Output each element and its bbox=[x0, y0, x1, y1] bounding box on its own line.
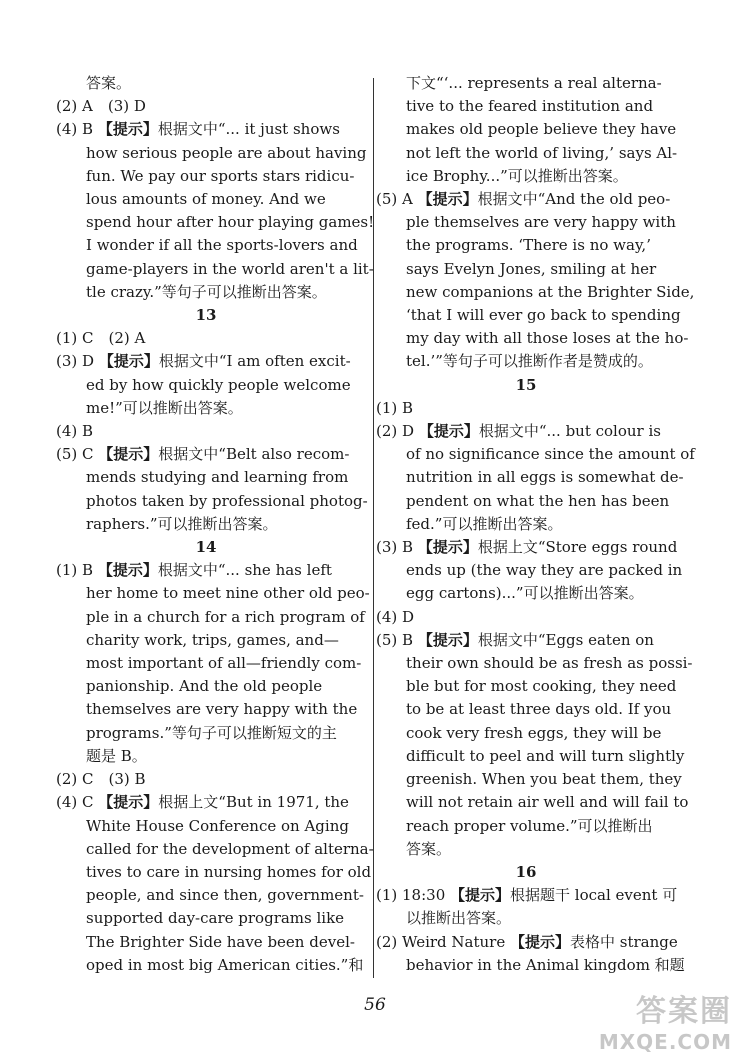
answer-line: (2) C (3) B bbox=[56, 770, 146, 789]
answer-line: nutrition in all eggs is somewhat de- bbox=[406, 468, 684, 487]
hint-marker: 【提示】 bbox=[98, 352, 159, 371]
answer-line: greenish. When you beat them, they bbox=[406, 770, 682, 789]
answer-line: I wonder if all the sports-lovers and bbox=[86, 236, 358, 255]
answer-line: says Evelyn Jones, smiling at her bbox=[406, 259, 657, 278]
answer-line: not left the world of living,’ says Al- bbox=[406, 143, 678, 162]
answer-line: charity work, trips, games, and— bbox=[86, 630, 339, 649]
answer-line: fun. We pay our sports stars ridicu- bbox=[86, 166, 355, 185]
answer-line: 答案。 bbox=[86, 74, 132, 92]
answer-line: (1) B bbox=[376, 398, 414, 417]
answer-line: me!”可以推断出答案。 bbox=[86, 398, 243, 417]
answer-line: (2) Weird Nature 【提示】表格中 strange bbox=[376, 932, 678, 951]
hint-marker: 【提示】 bbox=[98, 445, 159, 464]
answer-line: spend hour after hour playing games! bbox=[86, 213, 375, 232]
answer-line: will not retain air well and will fail to bbox=[406, 793, 689, 812]
answer-line: ed by how quickly people welcome bbox=[86, 375, 351, 394]
answer-line: called for the development of alterna- bbox=[86, 839, 374, 858]
section-number: 14 bbox=[195, 538, 217, 557]
answer-line: fed.”可以推断出答案。 bbox=[406, 514, 563, 533]
watermark-logo bbox=[599, 986, 732, 1054]
hint-marker: 【提示】 bbox=[418, 422, 479, 441]
answer-line: lous amounts of money. And we bbox=[86, 190, 326, 209]
watermark-bottom: MXQE.COM bbox=[598, 1030, 732, 1054]
hint-marker: 【提示】 bbox=[417, 190, 478, 209]
answer-line: new companions at the Brighter Side, bbox=[406, 282, 695, 301]
right-column bbox=[376, 72, 695, 977]
answer-line: photos taken by professional photog- bbox=[86, 491, 368, 510]
answer-line: (4) C 【提示】根据上文“But in 1971, the bbox=[56, 793, 349, 812]
answer-line: (5) A 【提示】根据文中“And the old peo- bbox=[376, 190, 671, 209]
answer-line: pendent on what the hen has been bbox=[406, 491, 670, 510]
answer-line: (1) C (2) A bbox=[56, 329, 146, 348]
answer-line: 下文“‘... represents a real alterna- bbox=[406, 74, 662, 92]
hint-marker: 【提示】 bbox=[417, 538, 478, 557]
answer-line: my day with all those loses at the ho- bbox=[406, 329, 689, 348]
answer-line: (1) B 【提示】根据文中“... she has left bbox=[56, 561, 332, 580]
answer-line: programs.”等句子可以推断短文的主 bbox=[86, 723, 337, 742]
answer-line: (2) A (3) D bbox=[56, 97, 146, 116]
answer-line: panionship. And the old people bbox=[86, 677, 323, 696]
page-number: 56 bbox=[364, 995, 386, 1015]
answer-line: (3) B 【提示】根据上文“Store eggs round bbox=[376, 538, 678, 557]
answer-line: tive to the feared institution and bbox=[406, 97, 654, 116]
answer-line: The Brighter Side have been devel- bbox=[86, 932, 355, 951]
answer-line: (5) B 【提示】根据文中“Eggs eaten on bbox=[376, 630, 654, 649]
answer-line: cook very fresh eggs, they will be bbox=[406, 723, 662, 742]
answer-line: (4) B 【提示】根据文中“... it just shows bbox=[56, 120, 340, 139]
answer-line: ice Brophy...”可以推断出答案。 bbox=[406, 166, 628, 185]
watermark-top: 答案圈 bbox=[636, 994, 732, 1029]
left-column bbox=[56, 72, 375, 977]
answer-line: difficult to peel and will turn slightly bbox=[406, 746, 685, 765]
hint-marker: 【提示】 bbox=[510, 932, 571, 951]
answer-line: tle crazy.”等句子可以推断出答案。 bbox=[86, 282, 327, 301]
answer-line: supported day-care programs like bbox=[86, 909, 345, 928]
answer-line: (2) D 【提示】根据文中“... but colour is bbox=[376, 422, 661, 441]
answer-line: ble but for most cooking, they need bbox=[406, 677, 677, 696]
answer-line: 题是 B。 bbox=[86, 746, 147, 765]
answer-line: ple themselves are very happy with bbox=[406, 213, 676, 232]
answer-line: game-players in the world aren't a lit- bbox=[86, 259, 374, 278]
hint-marker: 【提示】 bbox=[98, 793, 159, 812]
section-number: 16 bbox=[515, 862, 537, 881]
answer-line: her home to meet nine other old peo- bbox=[86, 584, 370, 603]
answer-line: raphers.”可以推断出答案。 bbox=[86, 514, 278, 533]
answer-line: (3) D 【提示】根据文中“I am often excit- bbox=[56, 352, 351, 371]
answer-line: to be at least three days old. If you bbox=[406, 700, 672, 719]
answer-line: tel.’”等句子可以推断作者是赞成的。 bbox=[406, 352, 653, 371]
answer-line: most important of all—friendly com- bbox=[86, 654, 362, 673]
answer-line: people, and since then, government- bbox=[86, 886, 364, 905]
answer-line: makes old people believe they have bbox=[406, 120, 677, 139]
answer-line: (4) D bbox=[376, 607, 415, 626]
answer-line: 以推断出答案。 bbox=[406, 909, 512, 928]
answer-line: 答案。 bbox=[406, 839, 452, 858]
answer-line: White House Conference on Aging bbox=[86, 816, 349, 835]
answer-line: the programs. ‘There is no way,’ bbox=[406, 236, 651, 255]
answer-line: mends studying and learning from bbox=[86, 468, 349, 487]
answer-line: ends up (the way they are packed in bbox=[406, 561, 683, 580]
hint-marker: 【提示】 bbox=[450, 886, 511, 905]
answer-line: (1) 18:30 【提示】根据题干 local event 可 bbox=[376, 886, 678, 905]
answer-line: tives to care in nursing homes for old bbox=[86, 862, 372, 881]
hint-marker: 【提示】 bbox=[417, 630, 478, 649]
answer-line: their own should be as fresh as possi- bbox=[406, 654, 693, 673]
answer-line: ‘that I will ever go back to spending bbox=[406, 306, 681, 325]
answer-line: of no significance since the amount of bbox=[406, 445, 695, 464]
answer-line: (4) B bbox=[56, 422, 94, 441]
answer-line: ple in a church for a rich program of bbox=[86, 607, 365, 626]
answer-line: oped in most big American cities.”和 bbox=[86, 955, 364, 974]
hint-marker: 【提示】 bbox=[97, 561, 158, 580]
answer-line: themselves are very happy with the bbox=[86, 700, 358, 719]
answer-line: how serious people are about having bbox=[86, 143, 367, 162]
answer-line: reach proper volume.”可以推断出 bbox=[406, 816, 653, 835]
answer-line: (5) C 【提示】根据文中“Belt also recom- bbox=[56, 445, 350, 464]
answer-line: egg cartons)...”可以推断出答案。 bbox=[406, 584, 644, 603]
answer-line: behavior in the Animal kingdom 和题 bbox=[406, 955, 685, 974]
hint-marker: 【提示】 bbox=[97, 120, 158, 139]
section-number: 13 bbox=[195, 306, 217, 325]
section-number: 15 bbox=[515, 375, 537, 394]
